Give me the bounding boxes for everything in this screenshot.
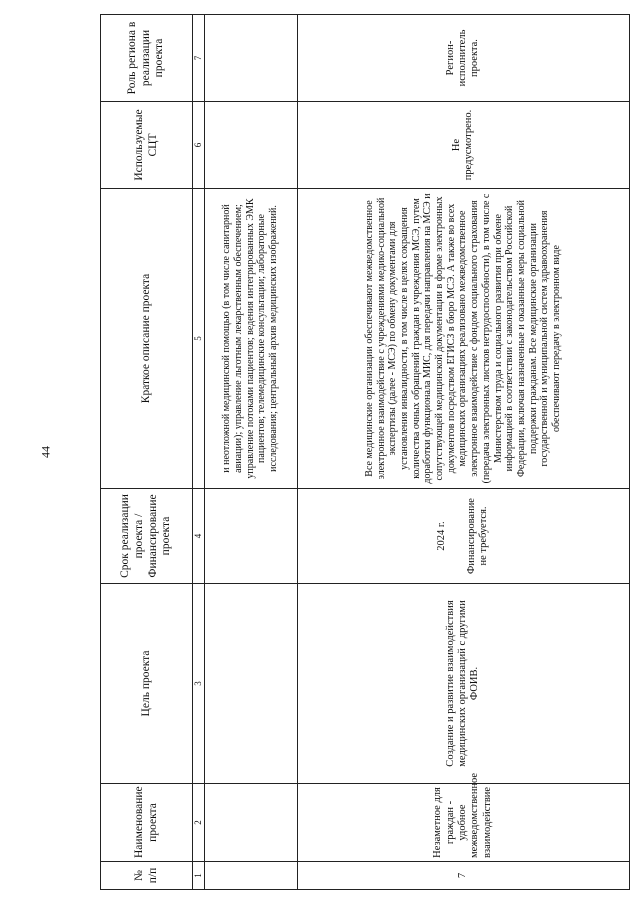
column-number-row <box>193 15 205 890</box>
column-number: 1 <box>193 862 205 890</box>
column-number: 2 <box>193 784 205 862</box>
header-cell-sct: Используемые СЦТ <box>101 102 193 189</box>
header-cell-name: Наименование проекта <box>101 784 193 862</box>
header-cell-number: № п/п <box>101 862 193 890</box>
header-cell-goal: Цель проекта <box>101 584 193 784</box>
continuation-row <box>204 15 297 890</box>
project-table <box>100 14 630 890</box>
project-term-cell <box>297 489 629 584</box>
column-number: 6 <box>193 102 205 189</box>
project-financing: Финансирование не требуется. <box>466 498 490 574</box>
project-role: Регион-исполнитель проекта. <box>297 15 629 102</box>
project-description <box>297 189 629 489</box>
header-cell-role: Роль региона в реализации проекта <box>101 15 193 102</box>
rotated-page <box>100 15 630 890</box>
project-name: Незаметное для граждан - удобное межведомственное взаимодействие <box>297 784 629 862</box>
continuation-description: и неотложной медицинской помощью (в том числе санитарной авиации); управление льготным лекарственным обеспечением; управление потоками пациентов; ведения интегрированных ЭМК пациентов; телемедицинские консультации; лабораторные исследования; центральный архив медицинских изображений. <box>204 189 297 489</box>
header-cell-description: Краткое описание проекта <box>101 189 193 489</box>
header-cell-term: Срок реализации проекта / Финансирование проекта <box>101 489 193 584</box>
project-goal: Создание и развитие взаимодействия медицинских организаций с другими ФОИВ. <box>297 584 629 784</box>
column-number: 7 <box>193 15 205 102</box>
column-number: 4 <box>193 489 205 584</box>
row-number: 7 <box>297 862 629 890</box>
project-term: 2024 г. <box>435 521 447 551</box>
column-number: 3 <box>193 584 205 784</box>
description-paragraph: Все медицинские организации обеспечивают межведомственное электронное взаимодействие с учреждениями медико-социальной экспертизы (далее - МСЭ) по обмену документами для установления инвалидности, в том числе в целях сокращения количества очных обращений граждан в учреждения МСЭ, путем доработки функционала МИС, для передачи направления на МСЭ и сопутствующей медицинской документации в форме электронных документов посредством ЕГИСЗ в бюро МСЭ. А также во всех медицинских организациях реализовано межведомственное электронное взаимодействие с фондом социального страхования (передача электронных листков нетрудоспособности), в том числе с Министерством труда и социального развития при обмене информацией в соответствии с законодательством Российской Федерации, включая назначенные и оказанные меры социальной поддержки гражданам. Все медицинские организации государственной и муниципальной систем здравоохранения обеспечивают передачу в электронном виде <box>363 193 562 484</box>
project-sct: Не предусмотрено. <box>297 102 629 189</box>
header-row <box>101 15 193 890</box>
page-number: 44 <box>38 446 53 458</box>
table-row <box>297 15 629 890</box>
column-number: 5 <box>193 189 205 489</box>
